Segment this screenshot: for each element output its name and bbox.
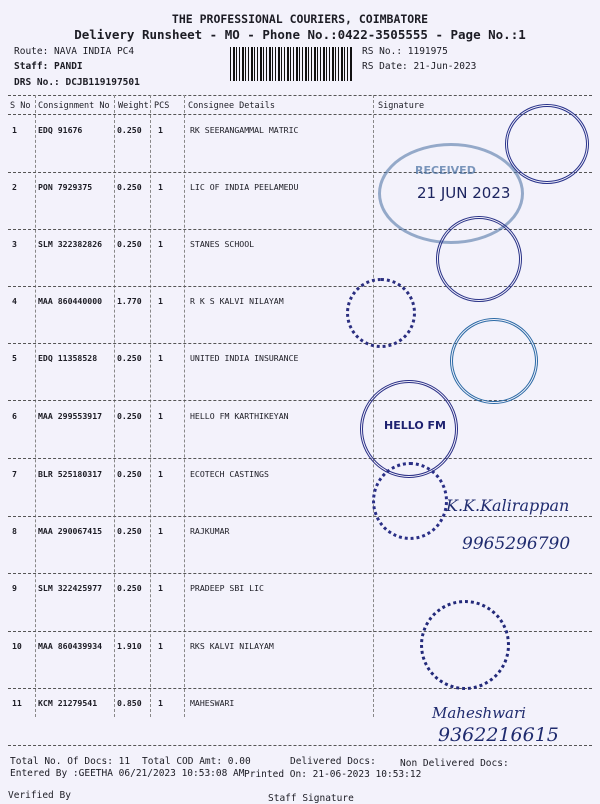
row-weight: 1.910 [117,641,142,651]
row-pcs: 1 [158,296,163,306]
row-consignee: RKS KALVI NILAYAM [190,641,274,651]
col-signature: Signature [378,101,425,111]
row-consignee: UNITED INDIA INSURANCE [190,353,299,363]
row-consignment: MAA 860440000 [38,296,103,306]
signature-maheswari: Maheshwari [432,704,526,722]
table-row [0,296,600,316]
kalvi-nilayam-stamp-2 [420,600,510,690]
total-docs: Total No. Of Docs: 11 [10,756,131,767]
row-consignee: RAJKUMAR [190,526,230,536]
row-consignment: MAA 290067415 [38,526,103,536]
row-weight: 0.850 [117,698,142,708]
row-weight: 0.250 [117,353,142,363]
col-pcs: PCS [154,101,170,111]
col-sno: S No [10,101,31,111]
row-consignee: MAHESWARI [190,698,235,708]
printed-on: Printed On: 21-06-2023 10:53:12 [244,769,422,780]
row-weight: 0.250 [117,411,142,421]
row-consignment: BLR 525180317 [38,469,103,479]
row-sno: 3 [12,239,17,249]
row-sno: 4 [12,296,17,306]
row-consignee: ECOTECH CASTINGS [190,469,269,479]
stanes-school-stamp [436,216,522,302]
row-consignment: PON 7929375 [38,182,93,192]
col-weight: Weight [118,101,149,111]
row-sno: 6 [12,411,17,421]
table-header-rule [8,114,592,115]
barcode-image [230,47,352,81]
row-pcs: 1 [158,182,163,192]
row-weight: 0.250 [117,583,142,593]
handwritten-phone-1: 9965296790 [462,534,571,554]
kalvi-nilayam-stamp [346,278,416,348]
row-sno: 10 [12,641,22,651]
row-pcs: 1 [158,411,163,421]
table-row [0,641,600,661]
table-top-rule [8,95,592,96]
united-india-stamp [450,318,538,404]
row-pcs: 1 [158,698,163,708]
row-sno: 11 [12,698,22,708]
row-sno: 7 [12,469,17,479]
row-sno: 8 [12,526,17,536]
row-consignee: STANES SCHOOL [190,239,255,249]
row-consignment: SLM 322425977 [38,583,103,593]
col-consignment: Consignment No [38,101,110,111]
table-row [0,469,600,489]
row-consignee: LIC OF INDIA PEELAMEDU [190,182,299,192]
col-consignee: Consignee Details [188,101,275,111]
drs-number: DRS No.: DCJB119197501 [14,77,140,88]
rs-date: RS Date: 21-Jun-2023 [362,61,477,72]
row-weight: 0.250 [117,239,142,249]
row-pcs: 1 [158,526,163,536]
row-pcs: 1 [158,469,163,479]
row-rule [8,573,592,574]
row-weight: 0.250 [117,125,142,135]
row-consignment: MAA 860439934 [38,641,103,651]
stamp-date: 21 JUN 2023 [417,184,511,202]
row-weight: 1.770 [117,296,142,306]
row-sno: 2 [12,182,17,192]
row-pcs: 1 [158,125,163,135]
row-weight: 0.250 [117,469,142,479]
non-delivered-docs: Non Delivered Docs: [400,758,509,769]
row-consignee: HELLO FM KARTHIKEYAN [190,411,289,421]
delivered-docs: Delivered Docs: [290,756,376,767]
row-sno: 1 [12,125,17,135]
row-consignment: SLM 322382826 [38,239,103,249]
ecotech-stamp [372,462,448,540]
verified-by: Verified By [8,790,71,801]
row-consignment: MAA 299553917 [38,411,103,421]
row-consignee: R K S KALVI NILAYAM [190,296,284,306]
row-weight: 0.250 [117,182,142,192]
row-consignee: PRADEEP SBI LIC [190,583,264,593]
row-rule [8,688,592,689]
row-sno: 5 [12,353,17,363]
company-title: THE PROFESSIONAL COURIERS, COIMBATORE [171,12,429,26]
total-cod: Total COD Amt: 0.00 [142,756,251,767]
entered-by: Entered By :GEETHA 06/21/2023 10:53:08 AM [10,768,245,779]
row-consignment: KCM 21279541 [38,698,98,708]
row-pcs: 1 [158,583,163,593]
handwritten-phone-2: 9362216615 [438,724,559,746]
row-sno: 9 [12,583,17,593]
row-consignment: EDQ 11358528 [38,353,98,363]
signature-kalirappan: K.K.Kalirappan [446,496,570,515]
row-rule [8,458,592,459]
stamp-received-text: RECEIVED [415,164,476,177]
route-label: Route: NAVA INDIA PC4 [14,46,135,57]
row-pcs: 1 [158,641,163,651]
table-row [0,583,600,603]
runsheet-subtitle: Delivery Runsheet - MO - Phone No.:0422-3505555 - Page No.:1 [74,27,526,42]
row-pcs: 1 [158,353,163,363]
row-consignment: EDQ 91676 [38,125,83,135]
row-rule [8,516,592,517]
row-weight: 0.250 [117,526,142,536]
row-consignee: RK SEERANGAMMAL MATRIC [190,125,299,135]
hello-fm-text: HELLO FM [384,419,446,432]
row-pcs: 1 [158,239,163,249]
rs-number: RS No.: 1191975 [362,46,448,57]
staff-label: Staff: PANDI [14,61,83,72]
staff-signature: Staff Signature [268,793,354,804]
table-row [0,411,600,431]
